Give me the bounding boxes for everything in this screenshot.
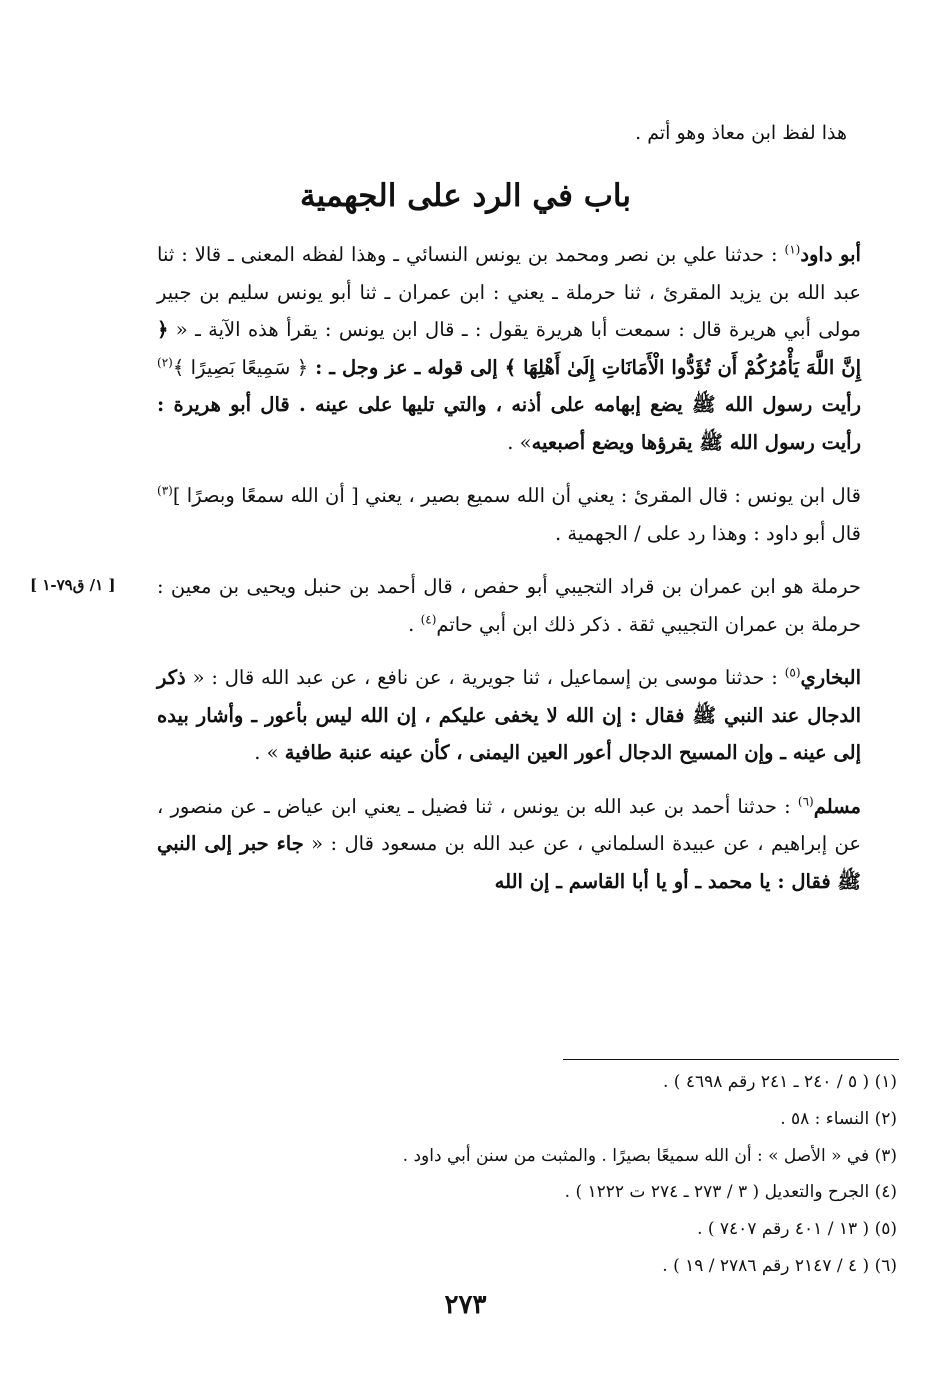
footnote-2: (٢) النساء : ٥٨ .	[780, 1108, 897, 1129]
hadith-text: ذكر الدجال عند النبي ﷺ فقال : إن الله لا يخفى عليكم ، إن الله ليس بأعور ـ وأشار بيده إلى عينه ـ وإن المسيح الدجال أعور العين اليمنى ، كأن عينه عنبة طافية	[157, 666, 861, 764]
manuscript-folio-note: [ ١/ ق٧٩-١ ]	[30, 576, 116, 594]
hadith-text: رأيت رسول الله ﷺ يضع إبهامه على أذنه ، والتي تليها على عينه . قال أبو هريرة : رأيت رسول الله ﷺ يقرؤها ويضع أصبعيه	[157, 393, 861, 454]
paragraph-end: » .	[254, 741, 285, 764]
footnotes	[137, 1064, 897, 1285]
source-name: أبو داود	[800, 243, 861, 266]
paragraph-muslim	[157, 788, 861, 901]
paragraph-text: : حدثنا علي بن نصر ومحمد بن يونس النسائي ـ وهذا لفظه المعنى ـ قالا : ثنا عبد الله بن يزيد المقرئ ، ثنا حرملة ـ يعني : ابن عمران ـ ثنا أبو يونس سليم بن جبير مولى أبي هريرة قال : سمعت أبا هريرة يقول : ـ قال ابن يونس : يقرأ هذه الآية ـ «	[157, 243, 861, 341]
footnote-ref[interactable]: (٣)	[157, 483, 173, 498]
paragraph-bukhari	[157, 659, 861, 772]
source-name: البخاري	[800, 666, 861, 689]
paragraph-end: » .	[507, 430, 532, 454]
footnote-ref[interactable]: (٤)	[420, 612, 437, 626]
paragraph-text: : حدثنا أحمد بن عبد الله بن يونس ، ثنا فضيل ـ يعني ابن عياض ـ عن منصور ، عن إبراهيم ، عن عبيدة السلماني ، عن عبد الله بن مسعود قال : «	[157, 794, 861, 855]
footnote-divider	[563, 1059, 899, 1060]
main-text	[157, 236, 861, 916]
footnote-3: (٣) في « الأصل » : أن الله سميعًا بصيرًا . والمثبت من سنن أبي داود .	[402, 1145, 897, 1166]
quran-quote: ﴿ إِنَّ اللَّهَ يَأْمُرُكُمْ أَن تُؤَدُّوا الْأَمَانَاتِ إِلَىٰ أَهْلِهَا ﴾ إلى قوله ـ عز وجل ـ :	[157, 318, 861, 379]
paragraph-text-2: قال أبو داود : وهذا رد على / الجهمية .	[554, 521, 861, 545]
footnote-5: (٥) ( ١٣ / ٤٠١ رقم ٧٤٠٧ ) .	[697, 1219, 897, 1240]
paragraph-end: .	[408, 612, 421, 636]
page-number: ٢٧٣	[444, 1290, 487, 1320]
source-name: مسلم	[813, 794, 861, 818]
footnote-ref[interactable]: (٢)	[157, 355, 173, 369]
paragraph-text: حرملة هو ابن عمران بن قراد التجيبي أبو حفص ، قال أحمد بن حنبل ويحيى بن معين : حرملة بن عمران التجيبي ثقة . ذكر ذلك ابن أبي حاتم	[157, 575, 861, 636]
paragraph-text: قال ابن يونس : قال المقرئ : يعني أن الله سميع بصير ، يعني [ أن الله سمعًا وبصرًا ]	[172, 484, 861, 507]
paragraph-harmala	[157, 568, 861, 643]
footnote-ref[interactable]: (٥)	[784, 665, 801, 680]
footnote-6: (٦) ( ٤ / ٢١٤٧ رقم ٢٧٨٦ / ١٩ ) .	[662, 1255, 897, 1276]
footnote-4: (٤) الجرح والتعديل ( ٣ / ٢٧٣ ـ ٢٧٤ ت ١٢٢٢ ) .	[564, 1182, 897, 1203]
footnote-ref[interactable]: (٦)	[797, 794, 814, 808]
footnote-1: (١) ( ٥ / ٢٤٠ ـ ٢٤١ رقم ٤٦٩٨ ) .	[663, 1072, 897, 1092]
chapter-heading: باب في الرد على الجهمية	[300, 178, 631, 214]
footnote-ref[interactable]: (١)	[784, 242, 801, 257]
paragraph-text: : حدثنا موسى بن إسماعيل ، ثنا جويرية ، عن نافع ، عن عبد الله قال : «	[185, 666, 785, 689]
hadith-text: جاء حبر إلى النبي ﷺ فقال : يا محمد ـ أو يا أبا القاسم ـ إن الله	[157, 832, 861, 893]
quran-quote-2: ﴿ سَمِيعًا بَصِيرًا ﴾	[172, 355, 309, 379]
paragraph-ibn-yunus	[157, 477, 861, 552]
intro-line: هذا لفظ ابن معاذ وهو أتم .	[635, 122, 847, 144]
paragraph-abu-dawud	[157, 236, 861, 461]
